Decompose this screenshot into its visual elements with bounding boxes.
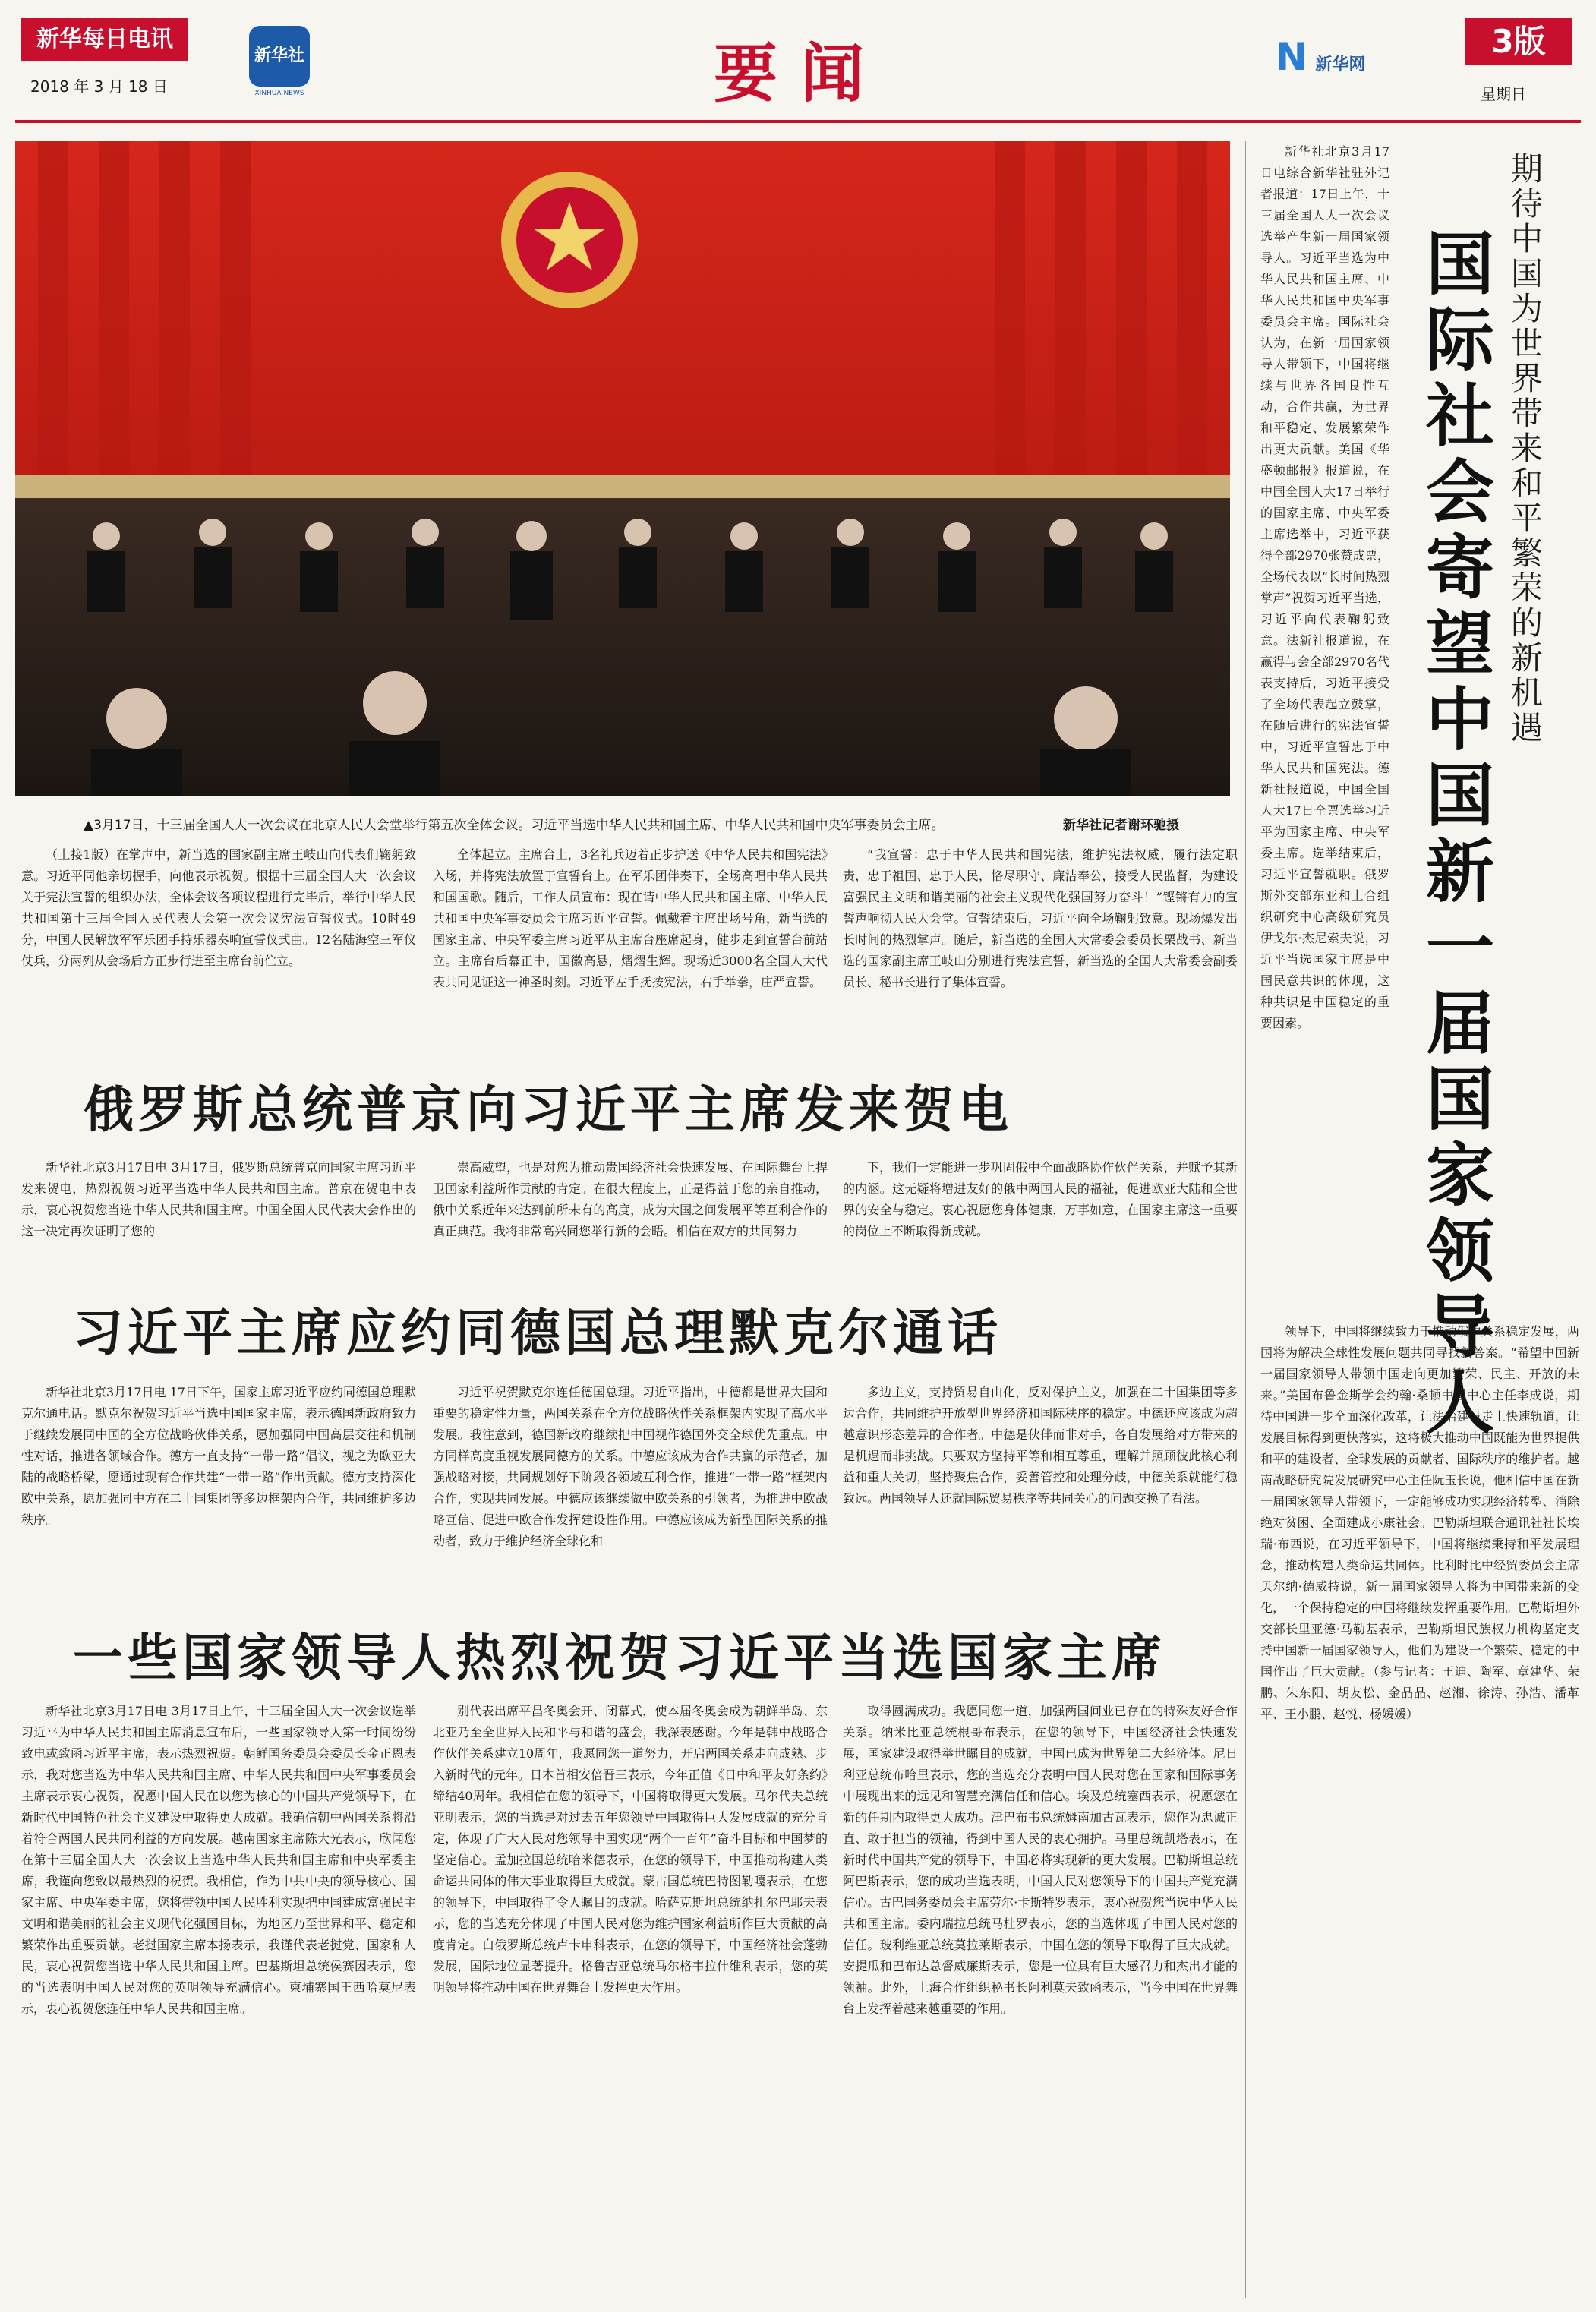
merkel-headline: 习近平主席应约同德国总理默克尔通话 (73, 1304, 1002, 1362)
sidebar-col2: 领导下，中国将继续致力于推动俄中关系稳定发展，两国将为解决全球性发展问题共同寻找新答案。“希望中国新一届国家领导人带领中国走向更加繁荣、民主、开放的未来。”美国布鲁金斯学会约翰·桑顿中国中心主任李成说，期待中国进一步全面深化改革，让法治建设走上快速轨道，让发展目标得到更快落实，这将极大推动中国既能为世界提供和平的建设者、全球发展的贡献者、国际秩序的维护者。越南战略研究院发展研究中心主任阮玉长说，他相信中国在新一届国家领导人带领下，一定能够成功实现经济转型、消除绝对贫困、全面建成小康社会。巴勒斯坦联合通讯社社长埃瑞·布西说，在习近平领导下，中国将继续秉持和平发展理念，推动构建人类命运共同体。比利时比中经贸委员会主席贝尔纳·德威特说，新一届国家领导人将为中国带来新的变化，一个保持稳定的中国将继续发挥重要作用。巴勒斯坦外交部长里亚德·马勒基表示，巴勒斯坦民族权力机构坚定支持中国新一届国家领导人，他们为建设一个繁荣、稳定的中国作出了巨大贡献。（参与记者：王迪、陶军、章建华、荣鹏、朱东阳、胡友松、金晶晶、赵湘、徐涛、孙浩、潘革平、王小鹏、赵悦、杨媛媛） (1260, 1324, 1579, 1721)
leaders-headline: 一些国家领导人热烈祝贺习近平当选国家主席 (73, 1629, 1166, 1687)
article-top-col1: （上接1版）在掌声中，新当选的国家副主席王岐山向代表们鞠躬致意。习近平同他亲切握手，向他表示祝贺。根据十三届全国人大一次会议关于宪法宣誓的组织办法，全体会议各项议程进行完毕后，举行中华人民共和国第十三届全国人民代表大会第一次会议宪法宣誓仪式。10时49分，中国人民解放军军乐团手持乐器奏响宣誓仪式曲。12名陆海空三军仪仗兵，分两列从会场后方正步行进至主席台前伫立。 (21, 847, 416, 968)
news-photo (15, 141, 1230, 796)
merkel-col1: 新华社北京3月17日电 17日下午，国家主席习近平应约同德国总理默克尔通电话。默克尔祝贺习近平当选中国国家主席，表示德国新政府致力于继续发展同中国的全方位战略伙伴关系，愿加强同中国高层交往和机制性对话，推进各领域合作。德方一直支持“一带一路”倡议，视之为欧亚大陆的战略桥梁，愿通过现有合作共建“一带一路”作出贡献。德方支持深化欧中关系，愿加强同中方在二十国集团等多边框架内合作，共同维护多边秩序。 (21, 1385, 416, 1527)
leaders-col3: 取得圆满成功。我愿同您一道，加强两国间业已存在的特殊友好合作关系。纳米比亚总统根哥布表示，在您的领导下，中国经济社会快速发展，国家建设取得举世瞩目的成就，中国已成为世界第二大经济体。尼日利亚总统布哈里表示，您的当选充分表明中国人民对您在国家和国际事务中展现出来的远见和智慧充满信任和信心。埃及总统塞西表示，祝愿您在新的任期内取得更大成功。津巴布韦总统姆南加古瓦表示，您作为忠诚正直、敢于担当的领袖，得到中国人民的衷心拥护。马里总统凯塔表示，在新时代中国共产党的领导下，中国必将实现新的更大发展。巴勒斯坦总统阿巴斯表示，您的成功当选表明，中国人民对您领导下的中国共产党充满信心。古巴国务委员会主席劳尔·卡斯特罗表示，衷心祝贺您当选中华人民共和国主席。委内瑞拉总统马杜罗表示，您的当选体现了中国人民对您的信任。玻利维亚总统莫拉莱斯表示，中国在您的领导下取得了巨大成就。安提瓜和巴布达总督威廉斯表示，您是一位具有巨大感召力和杰出才能的领袖。此外，上海合作组织秘书长阿利莫夫致函表示，当今中国在世界舞台上发挥着越来越重要的作用。 (843, 1704, 1238, 2016)
merkel-col3: 多边主义，支持贸易自由化，反对保护主义，加强在二十国集团等多边合作，共同维护开放型世界经济和国际秩序的稳定。中德还应该成为超越意识形态差异的合作者。中德是伙伴而非对手，各自发展给对方带来的是机遇而非挑战。只要双方坚持平等和相互尊重，理解并照顾彼此核心利益和重大关切，坚持聚焦合作，妥善管控和处理分歧，中德关系就能行稳致远。两国领导人还就国际贸易秩序等共同关心的问题交换了看法。 (843, 1385, 1238, 1506)
leaders-col1: 新华社北京3月17日电 3月17日上午，十三届全国人大一次会议选举习近平为中华人民共和国主席消息宣布后，一些国家领导人第一时间纷纷致电或致函习近平主席，表示热烈祝贺。朝鲜国务委员会委员长金正恩表示，我对您当选为中华人民共和国主席、中华人民共和国中央军事委员会主席表示衷心祝贺，祝愿中国人民在以您为核心的中国共产党领导下，在新时代中国特色社会主义建设中取得更大成就。我确信朝中两国关系将沿着符合两国人民共同利益的方向发展。越南国家主席陈大光表示，欣闻您在第十三届全国人大一次会议上当选中华人民共和国主席和中央军委主席，我谨向您致以最热烈的祝贺。我相信，作为中共中央的领导核心、国家主席、中央军委主席，您将带领中国人民胜利实现把中国建成富强民主文明和谐美丽的社会主义现代化强国目标，为地区乃至世界和平、稳定和繁荣作出重要贡献。老挝国家主席本扬表示，我谨代表老挝党、国家和人民，衷心祝贺您当选中华人民共和国主席。巴基斯坦总统侯赛因表示，您的当选表明中国人民对您的英明领导充满信心。柬埔寨国王西哈莫尼表示，衷心祝贺您连任中华人民共和国主席。 (21, 1704, 416, 2016)
article-top-col2: 全体起立。主席台上，3名礼兵迈着正步护送《中华人民共和国宪法》入场，并将宪法放置于宣誓台上。在军乐团伴奏下，全场高唱中华人民共和国国歌。随后，工作人员宣布：现在请中华人民共和国主席、中华人民共和国中央军事委员会主席习近平宣誓。佩戴着主席出场号角，新当选的国家主席、中央军委主席习近平从主席台座席起身，健步走到宣誓台前站立。主席台后幕正中，国徽高悬，熠熠生辉。现场近3000名全国人大代表共同见证这一神圣时刻。习近平左手抚按宪法，右手举拳，庄严宣誓。 (433, 847, 828, 989)
sidebar-subtitle: 期待中国为世界带来和平繁荣的新机遇 (1506, 152, 1544, 746)
page-number: 3版 (1465, 18, 1572, 65)
photo-credit: 新华社记者谢环驰摄 (1063, 818, 1179, 833)
putin-headline: 俄罗斯总统普京向习近平主席发来贺电 (84, 1080, 1013, 1139)
leaders-col2: 别代表出席平昌冬奥会开、闭幕式，使本届冬奥会成为朝鲜半岛、东北亚乃至全世界人民和平与和谐的盛会，我深表感谢。今年是韩中战略合作伙伴关系建立10周年，我愿同您一道努力，开启两国关系走向成熟、步入新时代的元年。日本首相安倍晋三表示，今年正值《日中和平友好条约》缔结40周年。我相信在您的领导下，中国将取得更大发展。马尔代夫总统亚明表示，您的当选是对过去五年您领导中国取得巨大发展成就的充分肯定，体现了广大人民对您领导中国实现“两个一百年”奋斗目标和中国梦的坚定信心。孟加拉国总统哈米德表示，在您的领导下，中国推动构建人类命运共同体的伟大事业取得巨大成就。蒙古国总统巴特图勒嘎表示，在您的领导下，中国取得了令人瞩目的成就。哈萨克斯坦总统纳扎尔巴耶夫表示，您的当选充分体现了中国人民对您为维护国家利益所作巨大贡献的高度肯定。白俄罗斯总统卢卡申科表示，在您的领导下，中国经济社会蓬勃发展，国际地位显著提升。格鲁吉亚总统马尔格韦拉什维利表示，您的英明领导将推动中国在世界舞台上发挥更大作用。 (433, 1704, 828, 1995)
xinhua-net-logo (1276, 30, 1405, 84)
sidebar-col1: 新华社北京3月17日电综合新华社驻外记者报道：17日上午，十三届全国人大一次会议选举产生新一届国家领导人。习近平当选为中华人民共和国主席、中华人民共和国中央军事委员会主席。国际社会认为，在新一届国家领导人带领下，中国将继续与世界各国良性互动，合作共赢，为世界和平稳定、发展繁荣作出更大贡献。美国《华盛顿邮报》报道说，在中国全国人大17日举行的国家主席、中央军委主席选举中，习近平获得全部2970张赞成票，全场代表以“长时间热烈掌声”祝贺习近平当选，习近平向代表鞠躬致意。法新社报道说，在赢得与会全部2970名代表支持后，习近平接受了全场代表起立鼓掌，在随后进行的宪法宣誓中，习近平宣誓忠于中华人民共和国宪法。德新社报道说，中国全国人大17日全票选举习近平为国家主席、中央军委主席。选举结束后，习近平宣誓就职。俄罗斯外交部东亚和上合组织研究中心高级研究员伊戈尔·杰尼索夫说，习近平当选国家主席是中国民意共识的体现，这种共识是中国稳定的重要因素。 (1260, 144, 1389, 1030)
n-logo-icon: N (1276, 35, 1307, 79)
sidebar-title: 国际社会寄望中国新一届国家领导人 (1414, 228, 1494, 1443)
putin-col1: 新华社北京3月17日电 3月17日，俄罗斯总统普京向国家主席习近平发来贺电，热烈祝贺习近平当选中华人民共和国主席。普京在贺电中表示，衷心祝贺您当选中华人民共和国主席。中国全国人民代表大会作出的这一决定再次证明了您的 (21, 1160, 416, 1238)
newspaper-name: 新华每日电讯 (21, 18, 188, 61)
xinhua-logo-text: 新华社 (254, 46, 304, 65)
putin-col3: 下，我们一定能进一步巩固俄中全面战略协作伙伴关系，并赋予其新的内涵。这无疑将增进友好的俄中两国人民的福祉，促进欧亚大陆和全世界的安全与稳定。衷心祝愿您身体健康，万事如意，在国家主席这一重要的岗位上不断取得新成就。 (843, 1160, 1238, 1238)
congress-hall-photo (15, 141, 1230, 796)
weekday: 星期日 (1481, 85, 1526, 103)
putin-col2: 崇高威望，也是对您为推动贵国经济社会快速发展、在国际舞台上捍卫国家利益所作贡献的肯定。在很大程度上，正是得益于您的亲自推动，俄中关系近年来达到前所未有的高度，成为大国之间发展平等互利合作的真正典范。我将非常高兴同您举行新的会晤。相信在双方的共同努力 (433, 1160, 828, 1238)
sidebar-divider (1245, 141, 1246, 2298)
section-title: 要闻 (714, 36, 888, 111)
masthead-rule (15, 120, 1581, 123)
issue-date: 2018 年 3 月 18 日 (30, 77, 168, 96)
article-top-col3: “我宣誓：忠于中华人民共和国宪法，维护宪法权威，履行法定职责，忠于祖国、忠于人民，恪尽职守、廉洁奉公，接受人民监督，为建设富强民主文明和谐美丽的社会主义现代化强国努力奋斗！”铿锵有力的宣誓声响彻人民大会堂。宣誓结束后，习近平向全场鞠躬致意。现场爆发出长时间的热烈掌声。随后，新当选的全国人大常委会委员长栗战书、新当选的国家副主席王岐山分别进行宪法宣誓，新当选的全国人大常委会副委员长、秘书长进行了集体宣誓。 (843, 847, 1238, 989)
xinhua-logo (249, 26, 310, 87)
merkel-col2: 习近平祝贺默克尔连任德国总理。习近平指出，中德都是世界大国和重要的稳定性力量，两国关系在全方位战略伙伴关系框架内实现了高水平发展。我注意到，德国新政府继续把中国视作德国外交全球优先重点。中方同样高度重视发展同德方的关系。中德应该成为合作共赢的示范者，加强战略对接，共同规划好下阶段各领域互利合作，推进“一带一路”框架内合作，实现共同发展。中德应该继续做中欧关系的引领者，为推进中欧战略互信、促进中欧合作发挥建设性作用。中德应该成为新型国际关系的推动者，致力于维护经济全球化和 (433, 1385, 828, 1548)
photo-caption: ▲3月17日，十三届全国人大一次会议在北京人民大会堂举行第五次全体会议。习近平当选中华人民共和国主席、中华人民共和国中央军事委员会主席。 (84, 818, 945, 833)
xinhua-logo-sub: XINHUA NEWS (254, 90, 304, 97)
xinhua-net-text: 新华网 (1315, 55, 1366, 74)
